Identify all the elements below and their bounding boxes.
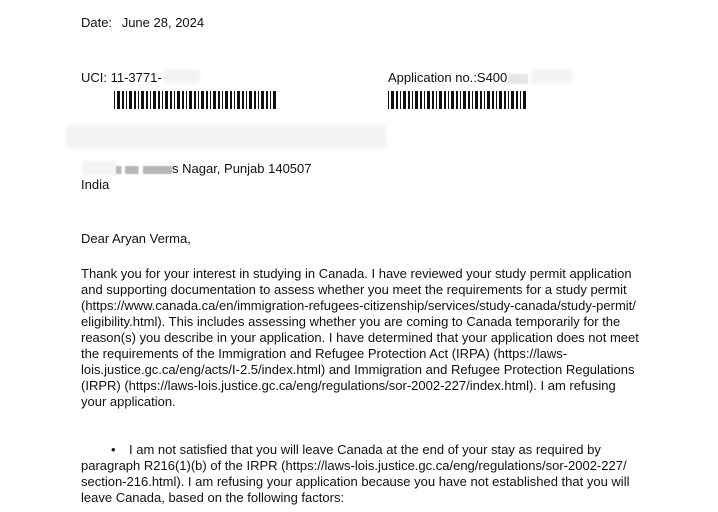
barcode-bar bbox=[511, 91, 514, 109]
barcode-bar bbox=[427, 91, 430, 109]
barcode-bar bbox=[448, 91, 449, 109]
paragraph-line: Thank you for your interest in studying in Canada. I have reviewed your study permit application bbox=[81, 266, 632, 281]
barcode-bar bbox=[456, 91, 458, 109]
uci-barcode bbox=[114, 91, 278, 109]
barcode-bar bbox=[230, 91, 232, 109]
barcode-bar bbox=[520, 91, 521, 109]
uci-number bbox=[81, 70, 162, 85]
salutation: Dear Aryan Verma, bbox=[81, 231, 191, 246]
paragraph-line: lois.justice.gc.ca/eng/acts/I-2.5/index.html) and Immigration and Refugee Protection Regulations bbox=[81, 362, 635, 377]
barcode-bar bbox=[451, 91, 454, 109]
barcode-bar bbox=[391, 91, 394, 109]
barcode-bar bbox=[158, 91, 160, 109]
refusal-reason-bullet bbox=[81, 442, 681, 506]
redacted-application-digits bbox=[508, 74, 528, 84]
barcode-bar bbox=[508, 91, 509, 109]
barcode-bar bbox=[134, 91, 136, 109]
barcode-bar bbox=[258, 91, 259, 109]
barcode-bar bbox=[436, 91, 437, 109]
barcode-bar bbox=[424, 91, 425, 109]
barcode-bar bbox=[249, 91, 252, 109]
barcode-bar bbox=[246, 91, 247, 109]
barcode-bar bbox=[225, 91, 228, 109]
barcode-bar bbox=[273, 91, 276, 109]
address-blurred-fragment bbox=[116, 166, 172, 174]
barcode-bar bbox=[153, 91, 156, 109]
barcode-bar bbox=[170, 91, 172, 109]
redacted-uci-digits bbox=[164, 70, 200, 84]
barcode-bar bbox=[475, 91, 478, 109]
barcode-bar bbox=[266, 91, 268, 109]
letter-body-paragraph bbox=[81, 266, 681, 410]
barcode-bar bbox=[198, 91, 199, 109]
redacted-name-line bbox=[66, 125, 386, 149]
barcode-bar bbox=[174, 91, 175, 109]
application-barcode bbox=[388, 91, 528, 109]
barcode-bar bbox=[210, 91, 211, 109]
bullet-line: section-216.html). I am refusing your application because you have not established that you will bbox=[81, 474, 630, 489]
barcode-bar bbox=[237, 91, 240, 109]
barcode-bar bbox=[213, 91, 216, 109]
bullet-line: I am not satisfied that you will leave Canada at the end of your stay as required by bbox=[129, 442, 601, 457]
letter-date bbox=[81, 15, 204, 30]
paragraph-line: reason(s) you describe in your application. I have determined that your application does not meet bbox=[81, 330, 639, 345]
paragraph-line: (IRPR) (https://laws-lois.justice.gc.ca/eng/regulations/sor-2002-227/index.html). I am refusing bbox=[81, 378, 616, 393]
redacted-address-start bbox=[82, 161, 116, 175]
barcode-bar bbox=[150, 91, 151, 109]
application-label: Application no.:S400 bbox=[388, 70, 508, 85]
uci-label: UCI: 11-3771- bbox=[81, 70, 162, 85]
barcode-bar bbox=[444, 91, 446, 109]
barcode-bar bbox=[117, 91, 120, 109]
barcode-bar bbox=[261, 91, 264, 109]
barcode-bar bbox=[177, 91, 180, 109]
barcode-bar bbox=[186, 91, 187, 109]
redacted-application-tail bbox=[531, 70, 573, 84]
address-line-2: India bbox=[81, 177, 110, 192]
barcode-bar bbox=[165, 91, 168, 109]
barcode-bar bbox=[138, 91, 139, 109]
barcode-bar bbox=[201, 91, 204, 109]
barcode-bar bbox=[189, 91, 192, 109]
bullet-line: paragraph R216(1)(b) of the IRPR (https://laws-lois.justice.gc.ca/eng/regulations/sor-2002-227/ bbox=[81, 458, 627, 473]
barcode-bar bbox=[242, 91, 244, 109]
barcode-bar bbox=[146, 91, 148, 109]
barcode-bar bbox=[499, 91, 502, 109]
barcode-bar bbox=[403, 91, 406, 109]
barcode-bar bbox=[496, 91, 497, 109]
barcode-bar bbox=[415, 91, 418, 109]
barcode-bar bbox=[270, 91, 271, 109]
paragraph-line: eligibility.html). This includes assessing whether you are coming to Canada temporarily for the bbox=[81, 314, 621, 329]
barcode-bar bbox=[439, 91, 442, 109]
bullet-line: leave Canada, based on the following factors: bbox=[81, 490, 345, 505]
barcode-bar bbox=[234, 91, 235, 109]
barcode-bar bbox=[400, 91, 401, 109]
barcode-bar bbox=[114, 91, 115, 109]
address-line-1 bbox=[116, 161, 312, 176]
paragraph-line: (https://www.canada.ca/en/immigration-refugees-citizenship/services/study-canada/study-permit/ bbox=[81, 298, 636, 313]
address-line-1-text: s Nagar, Punjab 140507 bbox=[172, 161, 312, 176]
barcode-bar bbox=[420, 91, 422, 109]
barcode-bar bbox=[504, 91, 506, 109]
date-label: Date: bbox=[81, 15, 113, 30]
barcode-bar bbox=[487, 91, 490, 109]
barcode-bar bbox=[206, 91, 208, 109]
barcode-bar bbox=[182, 91, 184, 109]
barcode-bar bbox=[516, 91, 518, 109]
barcode-bar bbox=[412, 91, 413, 109]
date-value: June 28, 2024 bbox=[121, 15, 205, 30]
barcode-bar bbox=[122, 91, 124, 109]
barcode-bar bbox=[396, 91, 398, 109]
barcode-bar bbox=[408, 91, 410, 109]
barcode-bar bbox=[468, 91, 470, 109]
barcode-bar bbox=[472, 91, 473, 109]
barcode-bar bbox=[388, 91, 389, 109]
barcode-bar bbox=[141, 91, 144, 109]
barcode-bar bbox=[480, 91, 482, 109]
bullet-dot-icon: • bbox=[111, 442, 116, 457]
barcode-bar bbox=[484, 91, 485, 109]
barcode-bar bbox=[432, 91, 434, 109]
paragraph-line: and supporting documentation to assess whether you meet the requirements for a study permit bbox=[81, 282, 627, 297]
barcode-bar bbox=[126, 91, 127, 109]
barcode-bar bbox=[218, 91, 220, 109]
barcode-bar bbox=[492, 91, 494, 109]
barcode-bar bbox=[463, 91, 466, 109]
barcode-bar bbox=[254, 91, 256, 109]
barcode-bar bbox=[194, 91, 196, 109]
paragraph-line: the requirements of the Immigration and Refugee Protection Act (IRPA) (https://laws- bbox=[81, 346, 568, 361]
barcode-bar bbox=[162, 91, 163, 109]
barcode-bar bbox=[460, 91, 461, 109]
application-number bbox=[388, 70, 528, 85]
paragraph-line: your application. bbox=[81, 394, 176, 409]
barcode-bar bbox=[129, 91, 132, 109]
barcode-bar bbox=[523, 91, 526, 109]
barcode-bar bbox=[222, 91, 223, 109]
